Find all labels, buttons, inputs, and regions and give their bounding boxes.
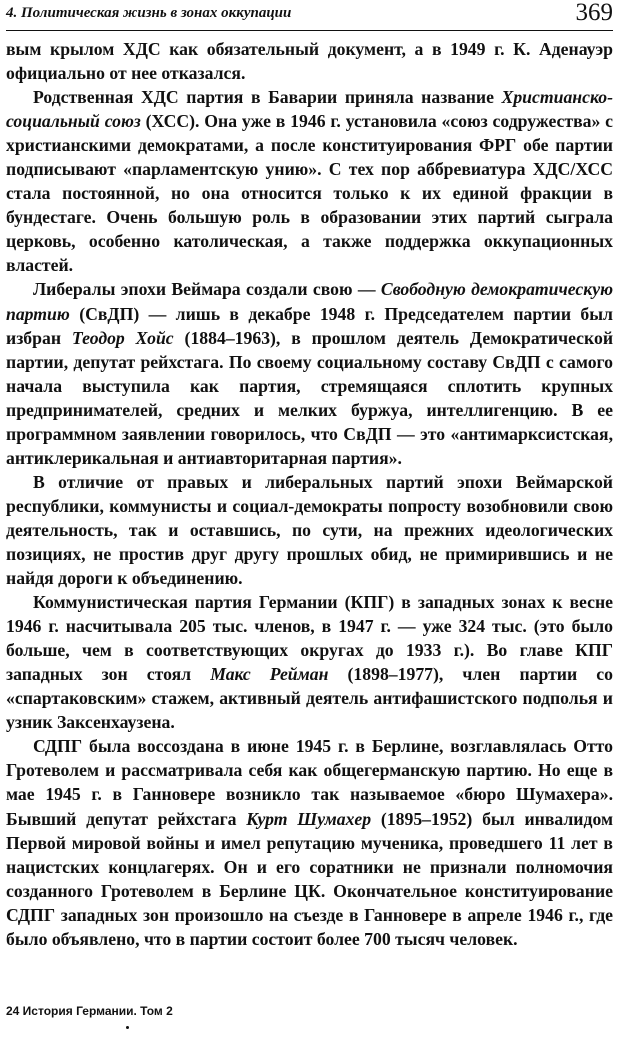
paragraph	[6, 37, 613, 85]
text-run: (1884–1963), в прошлом деятель Демократической партии, депутат рейхстага. По своему социальному составу СвДП с самого начала выступила как партия, стремящаяся сплотить крупных предпринимателей, средних и мелких буржуа, интеллигенцию. В ее программном заявлении говорилось, что СвДП — это «антимарксистская, антиклерикальная и антиавторитарная партия».	[6, 327, 614, 468]
running-title: 4. Политическая жизнь в зонах оккупации	[6, 5, 292, 21]
text-run: (1898–1977), член партии со «спартаковским» стажем, активный деятель антифашистского подполья и узник Заксенхаузена.	[6, 664, 613, 733]
text-run: Коммунистическая партия Германии (КПГ) в западных зонах к весне 1946 г. насчитывала 205 тыс. членов, в 1947 г. — уже 324 тыс. (это было больше, чем в соответствующих округах до 1933 г.). Во главе КПГ западных зон стоял	[6, 592, 613, 685]
page-number: 369	[575, 0, 613, 26]
paragraph	[6, 734, 613, 950]
emphasized-term: Макс Рейман	[210, 664, 329, 685]
text-run: (1895–1952) был инвалидом Первой мировой войны и имел репутацию мученика, проведшего 11 лет в нацистских концлагерях. Он и его соратники не признали полномочия созданного Гротеволем в Берлине ЦК. Окончательное конституирование СДПГ западных зон произошло на съезде в Ганновере в апреле 1946 г., где было объявлено, что в партии состоит более 700 тысяч человек.	[6, 808, 613, 949]
text-run: (ХСС). Она уже в 1946 г. установила «союз содружества» с христианскими демократами, а после конституирования ФРГ обе партии подписывают «парламентскую унию». С тех пор аббревиатура ХДС/ХСС стала постоянной, но она относится только к их единой фракции в бундестаге. Очень большую роль в образовании этих партий сыграла церковь, особенно католическая, а также поддержка оккупационных властей.	[6, 111, 613, 276]
paragraph	[6, 85, 613, 277]
running-header	[6, 0, 613, 31]
printer-signature: 24 История Германии. Том 2	[6, 1004, 173, 1018]
paragraph	[6, 277, 613, 469]
text-run: Либералы эпохи Веймара создали свою —	[33, 279, 381, 300]
text-run: В отличие от правых и либеральных партий эпохи Веймарской республики, коммунисты и социал-демократы попросту возобновили свою деятельность, так и оставшись, по сути, на прежних идеологических позициях, не простив друг другу прошлых обид, не примирившись и не найдя дороги к объединению.	[6, 471, 613, 589]
text-run: СДПГ была воссоздана в июне 1945 г. в Берлине, возглавлялась Отто Гротеволем и рассматривала себя как общегерманскую партию. Но еще в мае 1945 г. в Ганновере возникло так называемое «бюро Шумахера». Бывший депутат рейхстага	[6, 736, 613, 829]
text-run: (СвДП) — лишь в декабре 1948 г. Председателем партии был избран	[6, 303, 613, 348]
emphasized-term: Христианско-социальный союз	[6, 87, 613, 132]
paragraph	[6, 590, 613, 734]
body-text	[6, 37, 613, 951]
text-run: Родственная ХДС партия в Баварии приняла название	[33, 87, 502, 108]
emphasized-term: Свободную демократическую партию	[6, 279, 613, 324]
emphasized-term: Теодор Хойс	[71, 327, 174, 348]
emphasized-term: Курт Шумахер	[246, 808, 372, 829]
text-run: вым крылом ХДС как обязательный документ, а в 1949 г. К. Аденауэр официально от нее отказался.	[6, 39, 613, 84]
signature-dot	[126, 1026, 129, 1029]
paragraph	[6, 470, 613, 590]
